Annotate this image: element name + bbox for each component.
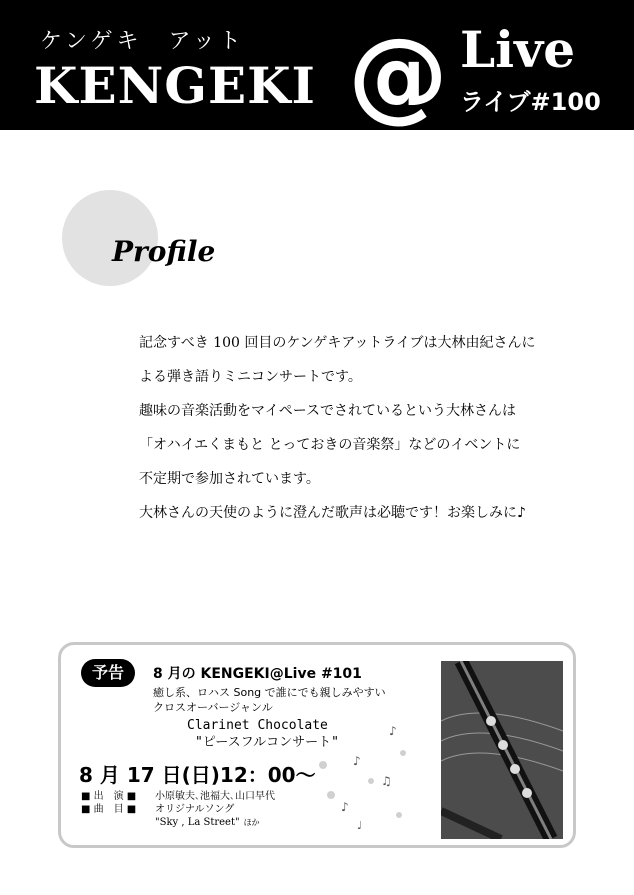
credit-row: [81, 803, 275, 816]
song-title: "Sky , La Street": [155, 817, 240, 828]
svg-text:♪: ♪: [353, 754, 361, 768]
profile-title: Profile: [112, 235, 216, 268]
credit-value: 小原敏夫､池福大､山口早代: [155, 791, 275, 802]
profile-line: 記念すべき 100 回目のケンゲキアットライブは大林由紀さんに: [139, 335, 536, 351]
profile-line: 不定期で参加されています。: [139, 471, 320, 487]
credit-label: ■ 曲 目 ■: [81, 804, 137, 815]
credits: [81, 790, 275, 829]
svg-text:♩: ♩: [357, 819, 363, 832]
profile-line: 趣味の音楽活動をマイペースでされているという大林さんは: [139, 403, 517, 419]
brand-title: KENGEKI: [34, 56, 316, 115]
svg-text:♫: ♫: [381, 774, 392, 788]
profile-line: 「オハイエくまもと とっておきの音楽祭」などのイベントに: [139, 437, 521, 453]
credit-value: オリジナルソング: [155, 804, 235, 815]
header-kana: ケンゲキ アット: [40, 29, 245, 54]
event-date: 8 月 17 日(日)12：00～: [79, 763, 316, 787]
credit-row: [81, 790, 275, 803]
clarinet-photo-icon: [441, 661, 563, 839]
artist-name: Clarinet Chocolate: [187, 718, 328, 733]
notice-badge: 予告: [81, 659, 135, 687]
svg-text:♪: ♪: [389, 725, 397, 738]
music-notes-icon: [311, 725, 431, 835]
song-suffix: ほか: [243, 818, 260, 827]
credit-label: ■ 出 演 ■: [81, 791, 137, 802]
notice-desc-line: 癒し系、ロハス Song で誰にでも親しみやすい: [153, 686, 386, 699]
song-row: [81, 816, 275, 829]
svg-text:♪: ♪: [341, 800, 349, 814]
profile-text: [139, 326, 579, 530]
profile-line: よる弾き語りミニコンサートです。: [139, 369, 362, 385]
notice-box: [58, 642, 576, 848]
at-symbol: @: [348, 16, 448, 133]
profile-line: 大林さんの天使のように澄んだ歌声は必聴です！お楽しみに♪: [139, 505, 526, 521]
notice-desc-line: クロスオーバージャンル: [153, 701, 273, 714]
concert-name: "ピースフルコンサート": [195, 735, 339, 750]
page-header: [0, 0, 634, 133]
live-number: ライブ#100: [460, 88, 601, 116]
notice-title: 8 月の KENGEKI@Live #101: [153, 666, 362, 682]
live-title: Live: [460, 20, 576, 79]
notice-description: [153, 685, 386, 715]
